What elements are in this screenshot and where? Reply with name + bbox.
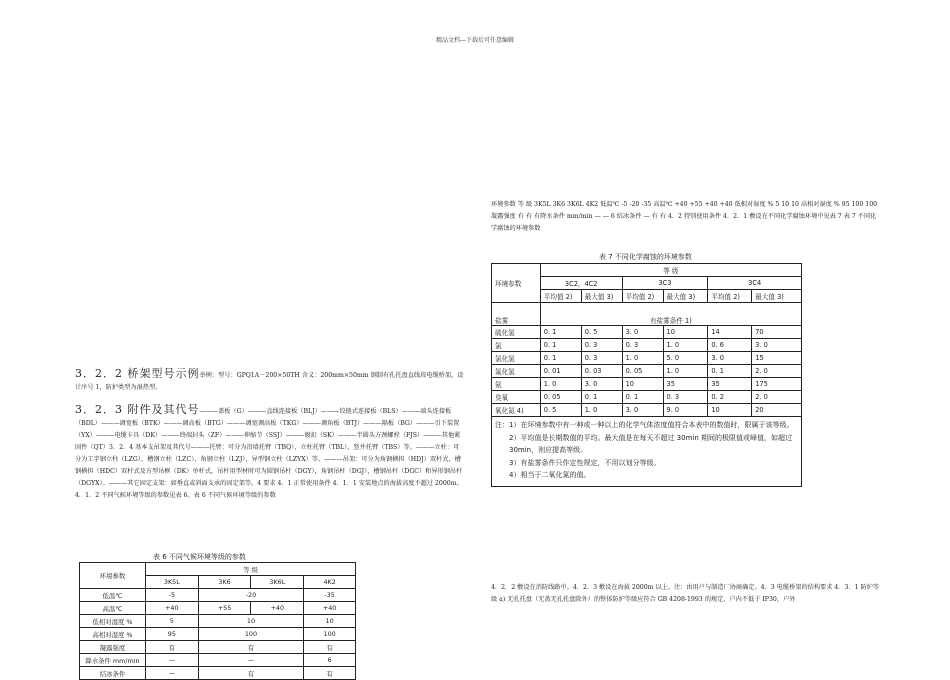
table7 [491, 263, 802, 487]
table7-cell: 0. 5 [581, 326, 622, 339]
table7-note: 3）有盐雾条件只作定性规定，不用以划分等级。 [509, 458, 661, 467]
table6-cell: -35 [304, 589, 356, 602]
table7-cell: 20 [752, 404, 802, 417]
table7-cell: 0. 1 [540, 352, 581, 365]
table7-cell: 14 [708, 326, 752, 339]
table7-group: 3C4 [708, 277, 802, 290]
table6-cell-name: 低相对湿度 % [80, 615, 146, 628]
table7-cell: 0. 1 [540, 326, 581, 339]
table7-cell: 10 [622, 378, 663, 391]
table6-cell: 有 [304, 641, 356, 654]
table6-title: 表 6 不同气候环境等级的参数 [153, 553, 246, 561]
table6-cell: 有 [198, 667, 304, 680]
table6-cell: +40 [304, 602, 356, 615]
paragraph-422: 4．2．2 敷设在消防线路中。4．2．3 敷设在海拔 2000m 以上。注：由用户与制造厂协商确定。4．3 电缆桥架的结构要求 4．3．1 防护等级 a) 无孔托盘（无盖无孔托盘除外）的整体防护等级应符合 GB 4208-1993 的规定，户内不低于 IP30，户外 [491, 584, 880, 603]
table7-cell-name: 氯 [492, 339, 541, 352]
table7-cell: 0. 6 [708, 339, 752, 352]
table6-cell: +40 [145, 602, 198, 615]
table6-cell: — [145, 667, 198, 680]
table7-notes [492, 417, 802, 487]
table6-cell: 6 [304, 654, 356, 667]
table7-cell: 70 [752, 326, 802, 339]
table7-cell: 0. 3 [581, 339, 622, 352]
table7-cell: 35 [663, 378, 708, 391]
table-row [80, 667, 356, 680]
table7-cell: 0. 05 [622, 365, 663, 378]
table7-group: 3C2，4C2 [540, 277, 622, 290]
table-row [492, 352, 802, 365]
table7-cell: 0. 1 [581, 391, 622, 404]
table7-subheader: 平均值 2) [622, 290, 663, 303]
table6-cell: 100 [198, 628, 304, 641]
table7-cell: 0. 1 [540, 339, 581, 352]
table-row [492, 326, 802, 339]
table7-salt-text: 有盐雾条件 1) [540, 303, 801, 326]
table7-param-header: 环境参数 [492, 264, 541, 303]
table6-cell: 有 [145, 641, 198, 654]
table7-cell-name: 硫化氢 [492, 326, 541, 339]
table7-cell: 3. 0 [622, 326, 663, 339]
table6-cell-name: 降水条件 mm/min [80, 654, 146, 667]
table7-cell: 1. 0 [622, 352, 663, 365]
table6-cell-name: 高温℃ [80, 602, 146, 615]
table7-group: 3C3 [622, 277, 708, 290]
table7-cell: 1. 0 [540, 378, 581, 391]
section-322-text: 举例：型号：GPQ1A－200×50TH 含义：200mm×50mm 钢制有孔托盘直线段电缆桥架，设计序号 1，防护类型为湿热型。 [75, 372, 464, 391]
table6-cell-name: 低温℃ [80, 589, 146, 602]
table-row [492, 404, 802, 417]
table7-cell: 9. 0 [663, 404, 708, 417]
table7-cell: 0. 01 [540, 365, 581, 378]
table7-title: 表 7 不同化学腐蚀的环境参数 [599, 253, 692, 261]
table-row [492, 339, 802, 352]
table6-param-header: 环境参数 [80, 563, 146, 589]
table6-cell-name: 凝露强度 [80, 641, 146, 654]
table6 [79, 562, 356, 680]
table6-cell: 10 [198, 615, 304, 628]
table7-cell: 0. 3 [581, 352, 622, 365]
table7-cell: 3. 0 [708, 352, 752, 365]
table7-subheader: 最大值 3) [663, 290, 708, 303]
table7-cell: 175 [752, 378, 802, 391]
table6-cell: 10 [304, 615, 356, 628]
table7-cell: 1. 0 [581, 404, 622, 417]
table7-cell: 0. 3 [622, 339, 663, 352]
table-row [492, 378, 802, 391]
table7-cell: 0. 1 [708, 365, 752, 378]
table7-cell: 0. 2 [708, 391, 752, 404]
table6-cell: 100 [304, 628, 356, 641]
table7-subheader: 平均值 2) [708, 290, 752, 303]
table7-cell: 15 [752, 352, 802, 365]
table7-cell: 1. 0 [663, 339, 708, 352]
table7-cell: 0. 05 [540, 391, 581, 404]
table7-cell-name: 氧化氮 4) [492, 404, 541, 417]
table7-subheader: 平均值 2) [540, 290, 581, 303]
table6-cell: — [145, 654, 198, 667]
table-row [80, 615, 356, 628]
table7-cell: 2. 0 [752, 365, 802, 378]
table7-cell-name: 氯化氢 [492, 352, 541, 365]
table7-cell: 5. 0 [663, 352, 708, 365]
table7-cell: 3. 0 [622, 404, 663, 417]
table-row [80, 641, 356, 654]
table6-cell: +40 [251, 602, 304, 615]
table-row [80, 602, 356, 615]
table7-cell: 2. 0 [752, 391, 802, 404]
section-323 [75, 404, 465, 502]
table-row [492, 391, 802, 404]
table-row [80, 628, 356, 641]
table7-note: 注：1）在环境参数中有一种或一种以上的化学气体浓度值符合本表中的数值时，限属于该等级。 [495, 421, 794, 429]
table-row [80, 654, 356, 667]
table7-subheader: 最大值 3) [581, 290, 622, 303]
table6-col: 3K6L [251, 576, 304, 589]
table7-cell: 1. 0 [663, 365, 708, 378]
table6-cell: -20 [198, 589, 304, 602]
section-323-heading: 3．2．3 附件及其代号 [75, 403, 200, 416]
table7-cell: 0. 03 [581, 365, 622, 378]
table-row [80, 589, 356, 602]
table6-cell: — [198, 654, 304, 667]
table7-note: 4）相当于二氧化氮的值。 [509, 471, 591, 480]
table7-cell: 35 [708, 378, 752, 391]
table7-cell-name: 氨 [492, 378, 541, 391]
table7-cell: 10 [708, 404, 752, 417]
table-row [492, 365, 802, 378]
table6-cell: 5 [145, 615, 198, 628]
table6-cell-name: 高相对湿度 % [80, 628, 146, 641]
table6-grade-header: 等 级 [145, 563, 355, 576]
section-322-heading: 3．2．2 桥架型号示例 [75, 367, 200, 380]
page-header: 精品文档---下载后可任意编辑 [435, 37, 515, 44]
section-322 [75, 368, 465, 394]
table6-cell-name: 结冰条件 [80, 667, 146, 680]
table7-cell: 0. 3 [663, 391, 708, 404]
table7-cell-name: 氟化氢 [492, 365, 541, 378]
table7-cell: 0. 5 [540, 404, 581, 417]
table7-salt-label: 盐雾 [492, 303, 541, 326]
table6-cell: +55 [198, 602, 251, 615]
table6-cell: -5 [145, 589, 198, 602]
section-323-text: ———盖板（G）———直线连接板（BLJ）———铰链式连接板（BLS）———端头连接板（BDL）———调宽板（BTK）———调高板（BTG）———调宽调高板（TKG）———调角板（BTJ）———隔板（BG）———引下装置（YX）———电缆卡具（DK）———终端封头（ZF）———伸缩节（SSJ）———镀扣（SK）———半圆头方颈螺栓（FJS）———其他紧固件（QT）3．2．4 基本支吊架及其代号———托臂：可分为沿墙托臂（TBQ），立柱托臂（TBL），竖井托臂（TBS）等。———立柱：可分为工字钢立柱（LZG），槽钢立柱（LZC），角钢立柱（LZJ），异型钢立柱（LZYX）等。———吊架：可分为角钢横担（HDJ）双杆式、槽钢横担（HDC）双杆式及方型吊框（DK）单杆式，吊杆用型材时可为圆钢吊杆（DGY），角钢吊杆（DGJ），槽钢吊杆（DGC）和异形钢吊杆（DGYX）。———其它固定支架：如垂直或斜面支承的固定架等。4 要求 4．1 正常使用条件 4．1．1 安装地点的海拔高度不超过 2000m。4．1．2 不同气候环境等级的参数见表 6。表 6 不同气候环境等级的参数 [75, 408, 463, 499]
table6-cell: 有 [304, 667, 356, 680]
table6-col: 3K6 [198, 576, 251, 589]
table7-subheader: 最大值 3) [752, 290, 802, 303]
table7-cell: 3. 0 [581, 378, 622, 391]
table7-note: 2）平均值是长期数值的平均。最大值是在每天不超过 30min 期间的极限值或峰值，如超过 30min，则应提高等级。 [509, 433, 793, 455]
table7-cell: 0. 1 [622, 391, 663, 404]
table7-cell: 10 [663, 326, 708, 339]
paragraph-table6-params: 环境参数 等 级 3K5L 3K6 3K6L 4K2 低温℃ -5 -20 -35 高温℃ +40 +55 +40 +40 低相对湿度 % 5 10 10 高相对湿度 % 95 100 100 凝露强度 有 有 有降水条件 mm/min — — 6 结冰条件 — 有 有 4．2 特别使用条件 4．2．1 敷设在不同化学腐蚀环境中见表 7 表 7 不同化学腐蚀的环境参数 [491, 201, 878, 232]
table7-cell: 3. 0 [752, 339, 802, 352]
table6-cell: 有 [198, 641, 304, 654]
table6-col: 4K2 [304, 576, 356, 589]
table7-cell-name: 臭氧 [492, 391, 541, 404]
table6-cell: 95 [145, 628, 198, 641]
table6-col: 3K5L [145, 576, 198, 589]
table7-grade-header: 等 级 [540, 264, 801, 277]
